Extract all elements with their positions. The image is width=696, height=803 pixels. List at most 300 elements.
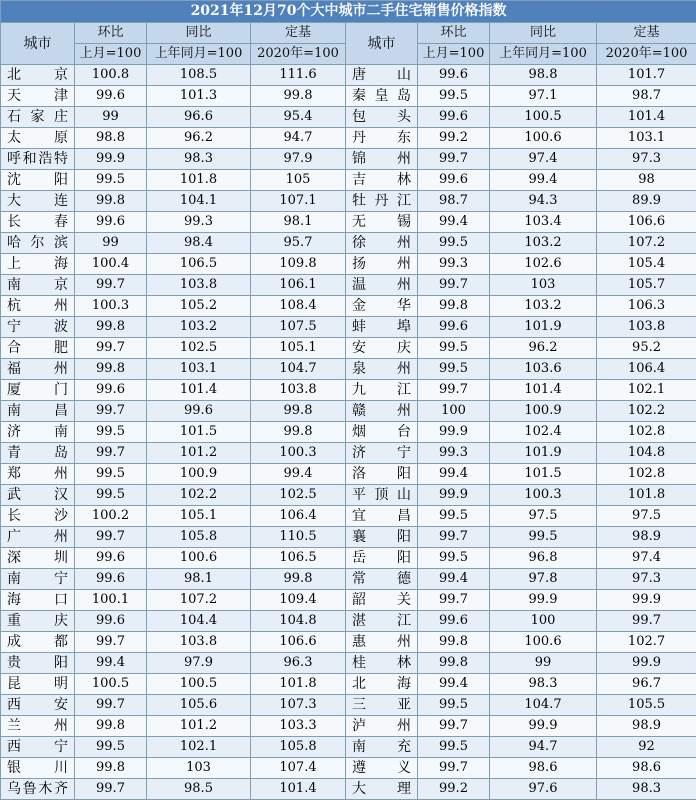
mom-cell: 99.7 [418, 590, 490, 611]
yoy-cell: 97.1 [490, 86, 597, 107]
city-cell: 桂林 [346, 653, 418, 674]
mom-cell: 99.8 [75, 359, 147, 380]
mom-cell: 99 [75, 233, 147, 254]
base-cell: 97.4 [597, 548, 696, 569]
city-cell: 太原 [1, 128, 75, 149]
yoy-cell: 105.6 [147, 695, 251, 716]
base-cell: 101.7 [597, 65, 696, 86]
table-row [1, 359, 696, 380]
yoy-cell: 98.3 [490, 674, 597, 695]
yoy-cell: 102.1 [147, 737, 251, 758]
city-cell: 泉州 [346, 359, 418, 380]
base-cell: 107.4 [251, 758, 346, 779]
mom-cell: 99.6 [418, 170, 490, 191]
yoy-cell: 99.5 [490, 527, 597, 548]
yoy-cell: 103 [147, 758, 251, 779]
base-cell: 97.5 [597, 506, 696, 527]
yoy-cell: 103.2 [490, 296, 597, 317]
table-row [1, 716, 696, 737]
base-cell: 97.3 [597, 569, 696, 590]
base-cell: 105.7 [597, 275, 696, 296]
table-row [1, 149, 696, 170]
yoy-header: 同比 [490, 23, 597, 44]
yoy-cell: 98.3 [147, 149, 251, 170]
mom-cell: 99.9 [418, 485, 490, 506]
yoy-cell: 98.1 [147, 569, 251, 590]
base-cell: 99.8 [251, 569, 346, 590]
yoy-cell: 100.6 [490, 632, 597, 653]
mom-cell: 99.7 [75, 338, 147, 359]
mom-cell: 99.7 [75, 443, 147, 464]
mom-cell: 99.6 [418, 107, 490, 128]
base-cell: 101.8 [597, 485, 696, 506]
mom-cell: 100.4 [75, 254, 147, 275]
base-cell: 105.5 [597, 695, 696, 716]
table-row [1, 86, 696, 107]
yoy-cell: 101.4 [490, 380, 597, 401]
city-cell: 牡丹江 [346, 191, 418, 212]
yoy-cell: 101.8 [147, 170, 251, 191]
table-row [1, 632, 696, 653]
mom-cell: 99.7 [75, 695, 147, 716]
mom-cell: 99.5 [75, 737, 147, 758]
mom-cell: 99.7 [418, 275, 490, 296]
mom-cell: 99.8 [418, 632, 490, 653]
table-title: 2021年12月70个大中城市二手住宅销售价格指数 [1, 1, 696, 23]
city-cell: 兰州 [1, 716, 75, 737]
mom-cell: 99.2 [418, 779, 490, 800]
city-cell: 秦皇岛 [346, 86, 418, 107]
table-row [1, 569, 696, 590]
base-cell: 102.7 [597, 632, 696, 653]
base-cell: 99.4 [251, 464, 346, 485]
yoy-cell: 104.7 [490, 695, 597, 716]
table-row [1, 107, 696, 128]
table-row [1, 653, 696, 674]
yoy-cell: 100.9 [490, 401, 597, 422]
mom-cell: 99.5 [418, 548, 490, 569]
mom-cell: 99.5 [75, 170, 147, 191]
mom-cell: 99.4 [418, 212, 490, 233]
base-cell: 104.8 [251, 611, 346, 632]
mom-cell: 99.5 [418, 695, 490, 716]
base-cell: 107.5 [251, 317, 346, 338]
base-cell: 109.8 [251, 254, 346, 275]
base-cell: 98.9 [597, 716, 696, 737]
mom-cell: 99.6 [418, 65, 490, 86]
yoy-cell: 98.4 [147, 233, 251, 254]
city-cell: 扬州 [346, 254, 418, 275]
base-header: 定基 [597, 23, 696, 44]
base-cell: 107.2 [597, 233, 696, 254]
city-cell: 泸州 [346, 716, 418, 737]
base-cell: 107.3 [251, 695, 346, 716]
yoy-cell: 107.2 [147, 590, 251, 611]
yoy-cell: 103.2 [147, 317, 251, 338]
city-cell: 烟台 [346, 422, 418, 443]
city-cell: 大连 [1, 191, 75, 212]
city-cell: 九江 [346, 380, 418, 401]
mom-cell: 99.7 [75, 779, 147, 800]
yoy-cell: 101.3 [147, 86, 251, 107]
base-cell: 105.4 [597, 254, 696, 275]
yoy-cell: 100.3 [490, 485, 597, 506]
yoy-cell: 102.5 [147, 338, 251, 359]
yoy-cell: 102.2 [147, 485, 251, 506]
base-cell: 103.1 [597, 128, 696, 149]
mom-cell: 99.6 [418, 611, 490, 632]
mom-cell: 99.8 [418, 296, 490, 317]
table-row [1, 170, 696, 191]
base-cell: 106.1 [251, 275, 346, 296]
table-row [1, 233, 696, 254]
mom-cell: 99.5 [418, 338, 490, 359]
base-cell: 105.1 [251, 338, 346, 359]
yoy-cell: 97.4 [490, 149, 597, 170]
yoy-cell: 101.2 [147, 716, 251, 737]
yoy-cell: 104.1 [147, 191, 251, 212]
mom-cell: 99.6 [75, 548, 147, 569]
table-row [1, 254, 696, 275]
city-cell: 青岛 [1, 443, 75, 464]
mom-cell: 99.5 [418, 233, 490, 254]
mom-header: 环比 [418, 23, 490, 44]
mom-cell: 99.5 [418, 86, 490, 107]
base-cell: 103.8 [597, 317, 696, 338]
city-cell: 沈阳 [1, 170, 75, 191]
yoy-cell: 98.6 [490, 758, 597, 779]
mom-cell: 99.4 [418, 674, 490, 695]
table-row [1, 506, 696, 527]
city-cell: 西安 [1, 695, 75, 716]
base-cell: 107.1 [251, 191, 346, 212]
yoy-cell: 102.4 [490, 422, 597, 443]
base-cell: 96.3 [251, 653, 346, 674]
mom-cell: 99.6 [75, 212, 147, 233]
base-cell: 97.3 [597, 149, 696, 170]
yoy-cell: 98.5 [147, 779, 251, 800]
city-cell: 南京 [1, 275, 75, 296]
yoy-cell: 104.4 [147, 611, 251, 632]
base-cell: 106.5 [251, 548, 346, 569]
table-row [1, 212, 696, 233]
yoy-cell: 100.6 [490, 128, 597, 149]
city-cell: 常德 [346, 569, 418, 590]
yoy-cell: 99.3 [147, 212, 251, 233]
city-cell: 无锡 [346, 212, 418, 233]
base-cell: 95.7 [251, 233, 346, 254]
mom-cell: 99.8 [418, 653, 490, 674]
city-cell: 济宁 [346, 443, 418, 464]
yoy-subheader: 上年同月=100 [490, 44, 597, 65]
city-cell: 昆明 [1, 674, 75, 695]
mom-cell: 100.8 [75, 65, 147, 86]
table-row [1, 380, 696, 401]
mom-cell: 100.5 [75, 674, 147, 695]
city-cell: 武汉 [1, 485, 75, 506]
table-row [1, 758, 696, 779]
base-cell: 94.7 [251, 128, 346, 149]
yoy-cell: 99.9 [490, 590, 597, 611]
mom-cell: 99.8 [75, 758, 147, 779]
base-cell: 98.6 [597, 758, 696, 779]
yoy-cell: 96.6 [147, 107, 251, 128]
city-cell: 合肥 [1, 338, 75, 359]
mom-cell: 99.6 [418, 317, 490, 338]
city-cell: 石家庄 [1, 107, 75, 128]
mom-cell: 99.7 [418, 758, 490, 779]
yoy-cell: 98.8 [490, 65, 597, 86]
city-cell: 宜昌 [346, 506, 418, 527]
city-cell: 西宁 [1, 737, 75, 758]
city-cell: 杭州 [1, 296, 75, 317]
mom-cell: 99.7 [418, 527, 490, 548]
yoy-cell: 94.3 [490, 191, 597, 212]
city-cell: 大理 [346, 779, 418, 800]
yoy-header: 同比 [147, 23, 251, 44]
mom-cell: 98.7 [418, 191, 490, 212]
city-cell: 广州 [1, 527, 75, 548]
table-row [1, 611, 696, 632]
mom-cell: 99.4 [418, 569, 490, 590]
base-cell: 108.4 [251, 296, 346, 317]
mom-cell: 99.7 [75, 401, 147, 422]
mom-cell: 99.9 [75, 149, 147, 170]
city-header: 城市 [1, 23, 75, 65]
base-cell: 97.9 [251, 149, 346, 170]
city-cell: 温州 [346, 275, 418, 296]
base-cell: 104.8 [597, 443, 696, 464]
mom-cell: 99.5 [418, 506, 490, 527]
mom-cell: 99.5 [75, 485, 147, 506]
yoy-cell: 100.5 [490, 107, 597, 128]
yoy-cell: 100 [490, 611, 597, 632]
base-cell: 109.4 [251, 590, 346, 611]
city-header: 城市 [346, 23, 418, 65]
mom-subheader: 上月=100 [75, 44, 147, 65]
yoy-cell: 99 [490, 653, 597, 674]
base-cell: 102.8 [597, 464, 696, 485]
mom-cell: 98.8 [75, 128, 147, 149]
base-cell: 96.7 [597, 674, 696, 695]
city-cell: 呼和浩特 [1, 149, 75, 170]
base-cell: 100.3 [251, 443, 346, 464]
base-cell: 101.4 [597, 107, 696, 128]
mom-header: 环比 [75, 23, 147, 44]
city-cell: 平顶山 [346, 485, 418, 506]
table-row [1, 485, 696, 506]
yoy-cell: 97.5 [490, 506, 597, 527]
yoy-cell: 101.4 [147, 380, 251, 401]
yoy-cell: 105.8 [147, 527, 251, 548]
base-cell: 102.2 [597, 401, 696, 422]
base-cell: 106.3 [597, 296, 696, 317]
city-cell: 南充 [346, 737, 418, 758]
city-cell: 宁波 [1, 317, 75, 338]
table-row [1, 737, 696, 758]
base-header: 定基 [251, 23, 346, 44]
base-cell: 111.6 [251, 65, 346, 86]
mom-cell: 99.2 [418, 128, 490, 149]
yoy-cell: 103.2 [490, 233, 597, 254]
city-cell: 成都 [1, 632, 75, 653]
table-row [1, 191, 696, 212]
mom-cell: 99.7 [75, 632, 147, 653]
base-cell: 102.5 [251, 485, 346, 506]
table-row [1, 590, 696, 611]
base-cell: 106.6 [251, 632, 346, 653]
table-row [1, 296, 696, 317]
mom-cell: 99 [75, 107, 147, 128]
base-cell: 101.4 [251, 779, 346, 800]
city-cell: 厦门 [1, 380, 75, 401]
base-cell: 95.2 [597, 338, 696, 359]
city-cell: 银川 [1, 758, 75, 779]
base-cell: 99.7 [597, 611, 696, 632]
base-cell: 98.9 [597, 527, 696, 548]
base-cell: 99.9 [597, 653, 696, 674]
yoy-cell: 105.2 [147, 296, 251, 317]
mom-cell: 99.7 [418, 149, 490, 170]
mom-cell: 99.7 [418, 380, 490, 401]
base-subheader: 2020年=100 [251, 44, 346, 65]
yoy-cell: 100.6 [147, 548, 251, 569]
mom-cell: 99.7 [75, 527, 147, 548]
base-cell: 106.6 [597, 212, 696, 233]
city-cell: 金华 [346, 296, 418, 317]
city-cell: 郑州 [1, 464, 75, 485]
base-cell: 103.8 [251, 380, 346, 401]
base-cell: 95.4 [251, 107, 346, 128]
yoy-cell: 96.8 [490, 548, 597, 569]
yoy-cell: 96.2 [147, 128, 251, 149]
city-cell: 福州 [1, 359, 75, 380]
mom-cell: 99.8 [75, 191, 147, 212]
mom-cell: 99.4 [418, 464, 490, 485]
city-cell: 南昌 [1, 401, 75, 422]
table-row [1, 401, 696, 422]
base-cell: 102.8 [597, 422, 696, 443]
city-cell: 北京 [1, 65, 75, 86]
table-row [1, 443, 696, 464]
base-cell: 98.1 [251, 212, 346, 233]
yoy-cell: 100.5 [147, 674, 251, 695]
mom-cell: 99.9 [418, 422, 490, 443]
city-cell: 岳阳 [346, 548, 418, 569]
city-cell: 海口 [1, 590, 75, 611]
yoy-cell: 99.4 [490, 170, 597, 191]
base-cell: 105.8 [251, 737, 346, 758]
base-cell: 99.8 [251, 401, 346, 422]
table-row [1, 464, 696, 485]
mom-cell: 99.6 [75, 611, 147, 632]
mom-cell: 99.3 [418, 443, 490, 464]
base-cell: 92 [597, 737, 696, 758]
yoy-cell: 103.1 [147, 359, 251, 380]
yoy-cell: 100.9 [147, 464, 251, 485]
mom-cell: 99.6 [75, 569, 147, 590]
city-cell: 包头 [346, 107, 418, 128]
city-cell: 长沙 [1, 506, 75, 527]
table-row [1, 128, 696, 149]
city-cell: 遵义 [346, 758, 418, 779]
mom-cell: 99.7 [418, 716, 490, 737]
base-cell: 110.5 [251, 527, 346, 548]
city-cell: 济南 [1, 422, 75, 443]
mom-cell: 99.8 [75, 317, 147, 338]
base-cell: 89.9 [597, 191, 696, 212]
city-cell: 湛江 [346, 611, 418, 632]
city-cell: 上海 [1, 254, 75, 275]
base-cell: 99.8 [251, 86, 346, 107]
mom-cell: 99.6 [75, 380, 147, 401]
mom-cell: 99.3 [418, 254, 490, 275]
city-cell: 南宁 [1, 569, 75, 590]
yoy-cell: 99.6 [147, 401, 251, 422]
yoy-cell: 102.6 [490, 254, 597, 275]
table-row [1, 695, 696, 716]
yoy-cell: 103.6 [490, 359, 597, 380]
yoy-cell: 96.2 [490, 338, 597, 359]
city-cell: 丹东 [346, 128, 418, 149]
city-cell: 吉林 [346, 170, 418, 191]
city-cell: 深圳 [1, 548, 75, 569]
mom-cell: 99.5 [75, 422, 147, 443]
mom-cell: 99.7 [75, 275, 147, 296]
base-cell: 104.7 [251, 359, 346, 380]
city-cell: 唐山 [346, 65, 418, 86]
yoy-cell: 103.4 [490, 212, 597, 233]
yoy-cell: 97.6 [490, 779, 597, 800]
base-cell: 106.4 [251, 506, 346, 527]
mom-cell: 99.8 [75, 716, 147, 737]
city-cell: 哈尔滨 [1, 233, 75, 254]
base-subheader: 2020年=100 [597, 44, 696, 65]
base-cell: 105 [251, 170, 346, 191]
city-cell: 乌鲁木齐 [1, 779, 75, 800]
city-cell: 北海 [346, 674, 418, 695]
mom-cell: 99.5 [418, 359, 490, 380]
city-cell: 重庆 [1, 611, 75, 632]
table-row [1, 317, 696, 338]
yoy-cell: 106.5 [147, 254, 251, 275]
mom-cell: 100.1 [75, 590, 147, 611]
city-cell: 洛阳 [346, 464, 418, 485]
city-cell: 襄阳 [346, 527, 418, 548]
city-cell: 惠州 [346, 632, 418, 653]
mom-cell: 99.4 [75, 653, 147, 674]
city-cell: 赣州 [346, 401, 418, 422]
yoy-cell: 101.9 [490, 317, 597, 338]
yoy-cell: 101.5 [147, 422, 251, 443]
mom-cell: 100.2 [75, 506, 147, 527]
city-cell: 安庆 [346, 338, 418, 359]
base-cell: 101.8 [251, 674, 346, 695]
yoy-cell: 101.5 [490, 464, 597, 485]
mom-cell: 99.5 [75, 464, 147, 485]
yoy-cell: 108.5 [147, 65, 251, 86]
city-cell: 徐州 [346, 233, 418, 254]
city-cell: 锦州 [346, 149, 418, 170]
base-cell: 98.3 [597, 779, 696, 800]
base-cell: 103.3 [251, 716, 346, 737]
base-cell: 98 [597, 170, 696, 191]
mom-cell: 99.6 [75, 86, 147, 107]
table-row [1, 779, 696, 800]
yoy-cell: 97.8 [490, 569, 597, 590]
yoy-cell: 105.1 [147, 506, 251, 527]
city-cell: 天津 [1, 86, 75, 107]
